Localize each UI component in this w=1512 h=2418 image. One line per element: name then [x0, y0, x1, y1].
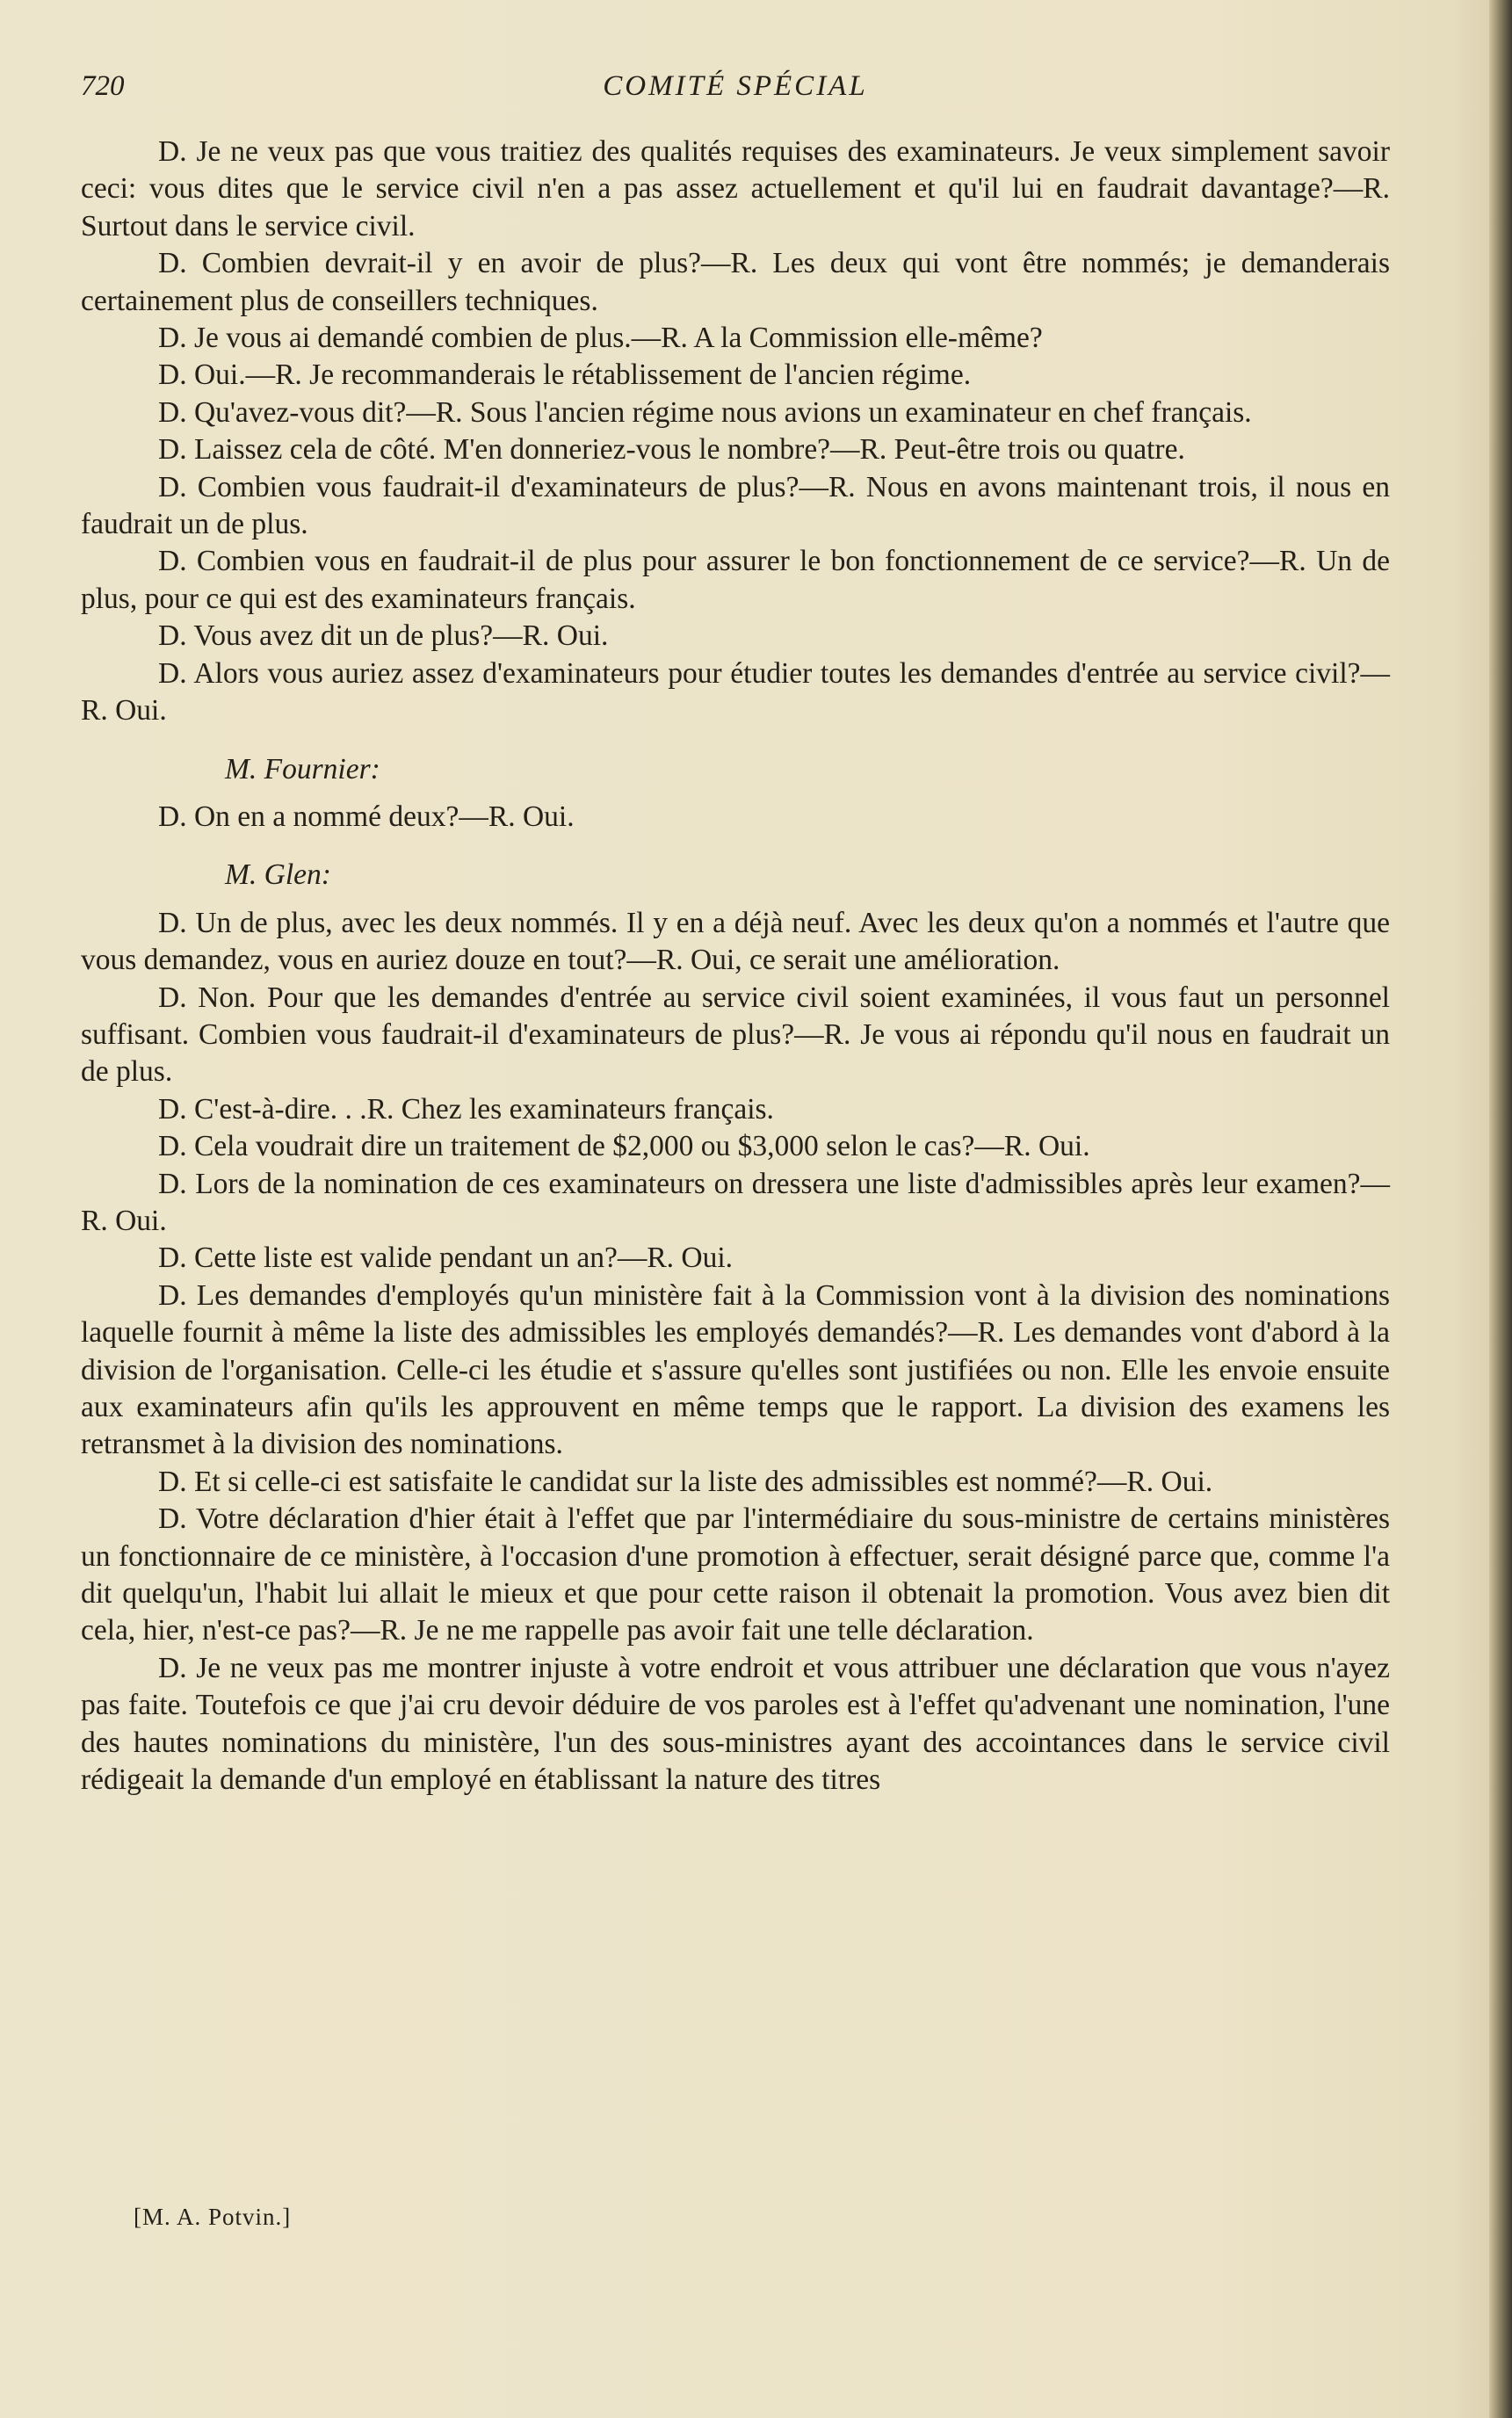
transcript-paragraph: D. Laissez cela de côté. M'en donneriez-vous le nombre?—R. Peut-être trois ou quatre.	[158, 433, 1185, 467]
transcript-paragraph: D. Qu'avez-vous dit?—R. Sous l'ancien régime nous avions un examinateur en chef français.	[158, 395, 1252, 429]
transcript-paragraph: D. C'est-à-dire. . .R. Chez les examinateurs français.	[158, 1092, 774, 1126]
speaker-heading: M. Glen:	[225, 858, 331, 892]
transcript-paragraph: D. Lors de la nomination de ces examinateurs on dressera une liste d'admissibles après leur examen?—R. Oui.	[81, 1167, 1390, 1237]
transcript-paragraph: D. Je vous ai demandé combien de plus.—R. A la Commission elle-même?	[158, 322, 1043, 355]
transcript-paragraph: D. Combien vous faudrait-il d'examinateurs de plus?—R. Nous en avons maintenant trois, il nous en faudrait un de plus.	[81, 470, 1390, 541]
page-number: 720	[81, 70, 125, 102]
page-header	[81, 70, 1390, 114]
transcript-paragraph: D. Combien devrait-il y en avoir de plus?—R. Les deux qui vont être nommés; je demanderais certainement plus de conseillers techniques.	[81, 247, 1390, 317]
transcript-paragraph: D. Cette liste est valide pendant un an?—R. Oui.	[158, 1242, 734, 1275]
transcript-paragraph: D. Les demandes d'employés qu'un ministère fait à la Commission vont à la division des nominations laquelle fournit à même la liste des admissibles les employés demandés?—R. Les demandes vont d'abord à la division de l'organisation. Celle-ci les étudie et s'assure qu'elles sont justifiées ou non. Elle les envoie ensuite aux examinateurs afin qu'ils les approuvent en même temps que le rapport. La division des examens les retransmet à la division des nominations.	[81, 1278, 1390, 1461]
transcript-paragraph: D. Je ne veux pas me montrer injuste à votre endroit et vous attribuer une déclaration que vous n'ayez pas faite. Toutefois ce que j'ai cru devoir déduire de vos paroles est à l'effet qu'advenant une nomination, l'une des hautes nominations du ministère, l'un des sous-ministres ayant des accointances dans le service civil rédigeait la demande d'un employé en établissant la nature des titres	[81, 1651, 1390, 1797]
speaker-attribution: [M. A. Potvin.]	[134, 2204, 292, 2230]
transcript-paragraph: D. Vous avez dit un de plus?—R. Oui.	[158, 619, 609, 653]
transcript-paragraph: D. Votre déclaration d'hier était à l'effet que par l'intermédiaire du sous-ministre de certains ministères un fonctionnaire de ce ministère, à l'occasion d'une promotion à effectuer, serait désigné parce que, comme l'a dit quelqu'un, l'habit lui allait le mieux et que pour cette raison il obtenait la promotion. Vous avez bien dit cela, hier, n'est-ce pas?—R. Je ne me rappelle pas avoir fait une telle déclaration.	[81, 1502, 1390, 1647]
running-head: COMITÉ SPÉCIAL	[603, 70, 868, 102]
transcript-body	[81, 134, 1390, 1799]
transcript-paragraph: D. On en a nommé deux?—R. Oui.	[158, 800, 575, 833]
transcript-paragraph: D. Et si celle-ci est satisfaite le candidat sur la liste des admissibles est nommé?—R. Oui.	[158, 1465, 1213, 1498]
transcript-paragraph: D. Cela voudrait dire un traitement de $2,000 ou $3,000 selon le cas?—R. Oui.	[158, 1130, 1090, 1163]
transcript-paragraph: D. Je ne veux pas que vous traitiez des qualités requises des examinateurs. Je veux simplement savoir ceci: vous dites que le service civil n'en a pas assez actuellement et qu'il lui en faudrait davantage?—R. Surtout dans le service civil.	[81, 135, 1390, 243]
transcript-paragraph: D. Oui.—R. Je recommanderais le rétablissement de l'ancien régime.	[158, 358, 972, 392]
page-binding-edge	[1489, 0, 1512, 2418]
speaker-heading: M. Fournier:	[225, 752, 380, 785]
transcript-paragraph: D. Non. Pour que les demandes d'entrée au service civil soient examinées, il vous faut un personnel suffisant. Combien vous faudrait-il d'examinateurs de plus?—R. Je vous ai répondu qu'il nous en faudrait un de plus.	[81, 981, 1390, 1089]
transcript-paragraph: D. Combien vous en faudrait-il de plus pour assurer le bon fonctionnement de ce service?—R. Un de plus, pour ce qui est des examinateurs français.	[81, 545, 1390, 615]
transcript-paragraph: D. Un de plus, avec les deux nommés. Il y en a déjà neuf. Avec les deux qu'on a nommés et l'autre que vous demandez, vous en auriez douze en tout?—R. Oui, ce serait une amélioration.	[81, 906, 1390, 977]
transcript-paragraph: D. Alors vous auriez assez d'examinateurs pour étudier toutes les demandes d'entrée au service civil?—R. Oui.	[81, 656, 1390, 728]
